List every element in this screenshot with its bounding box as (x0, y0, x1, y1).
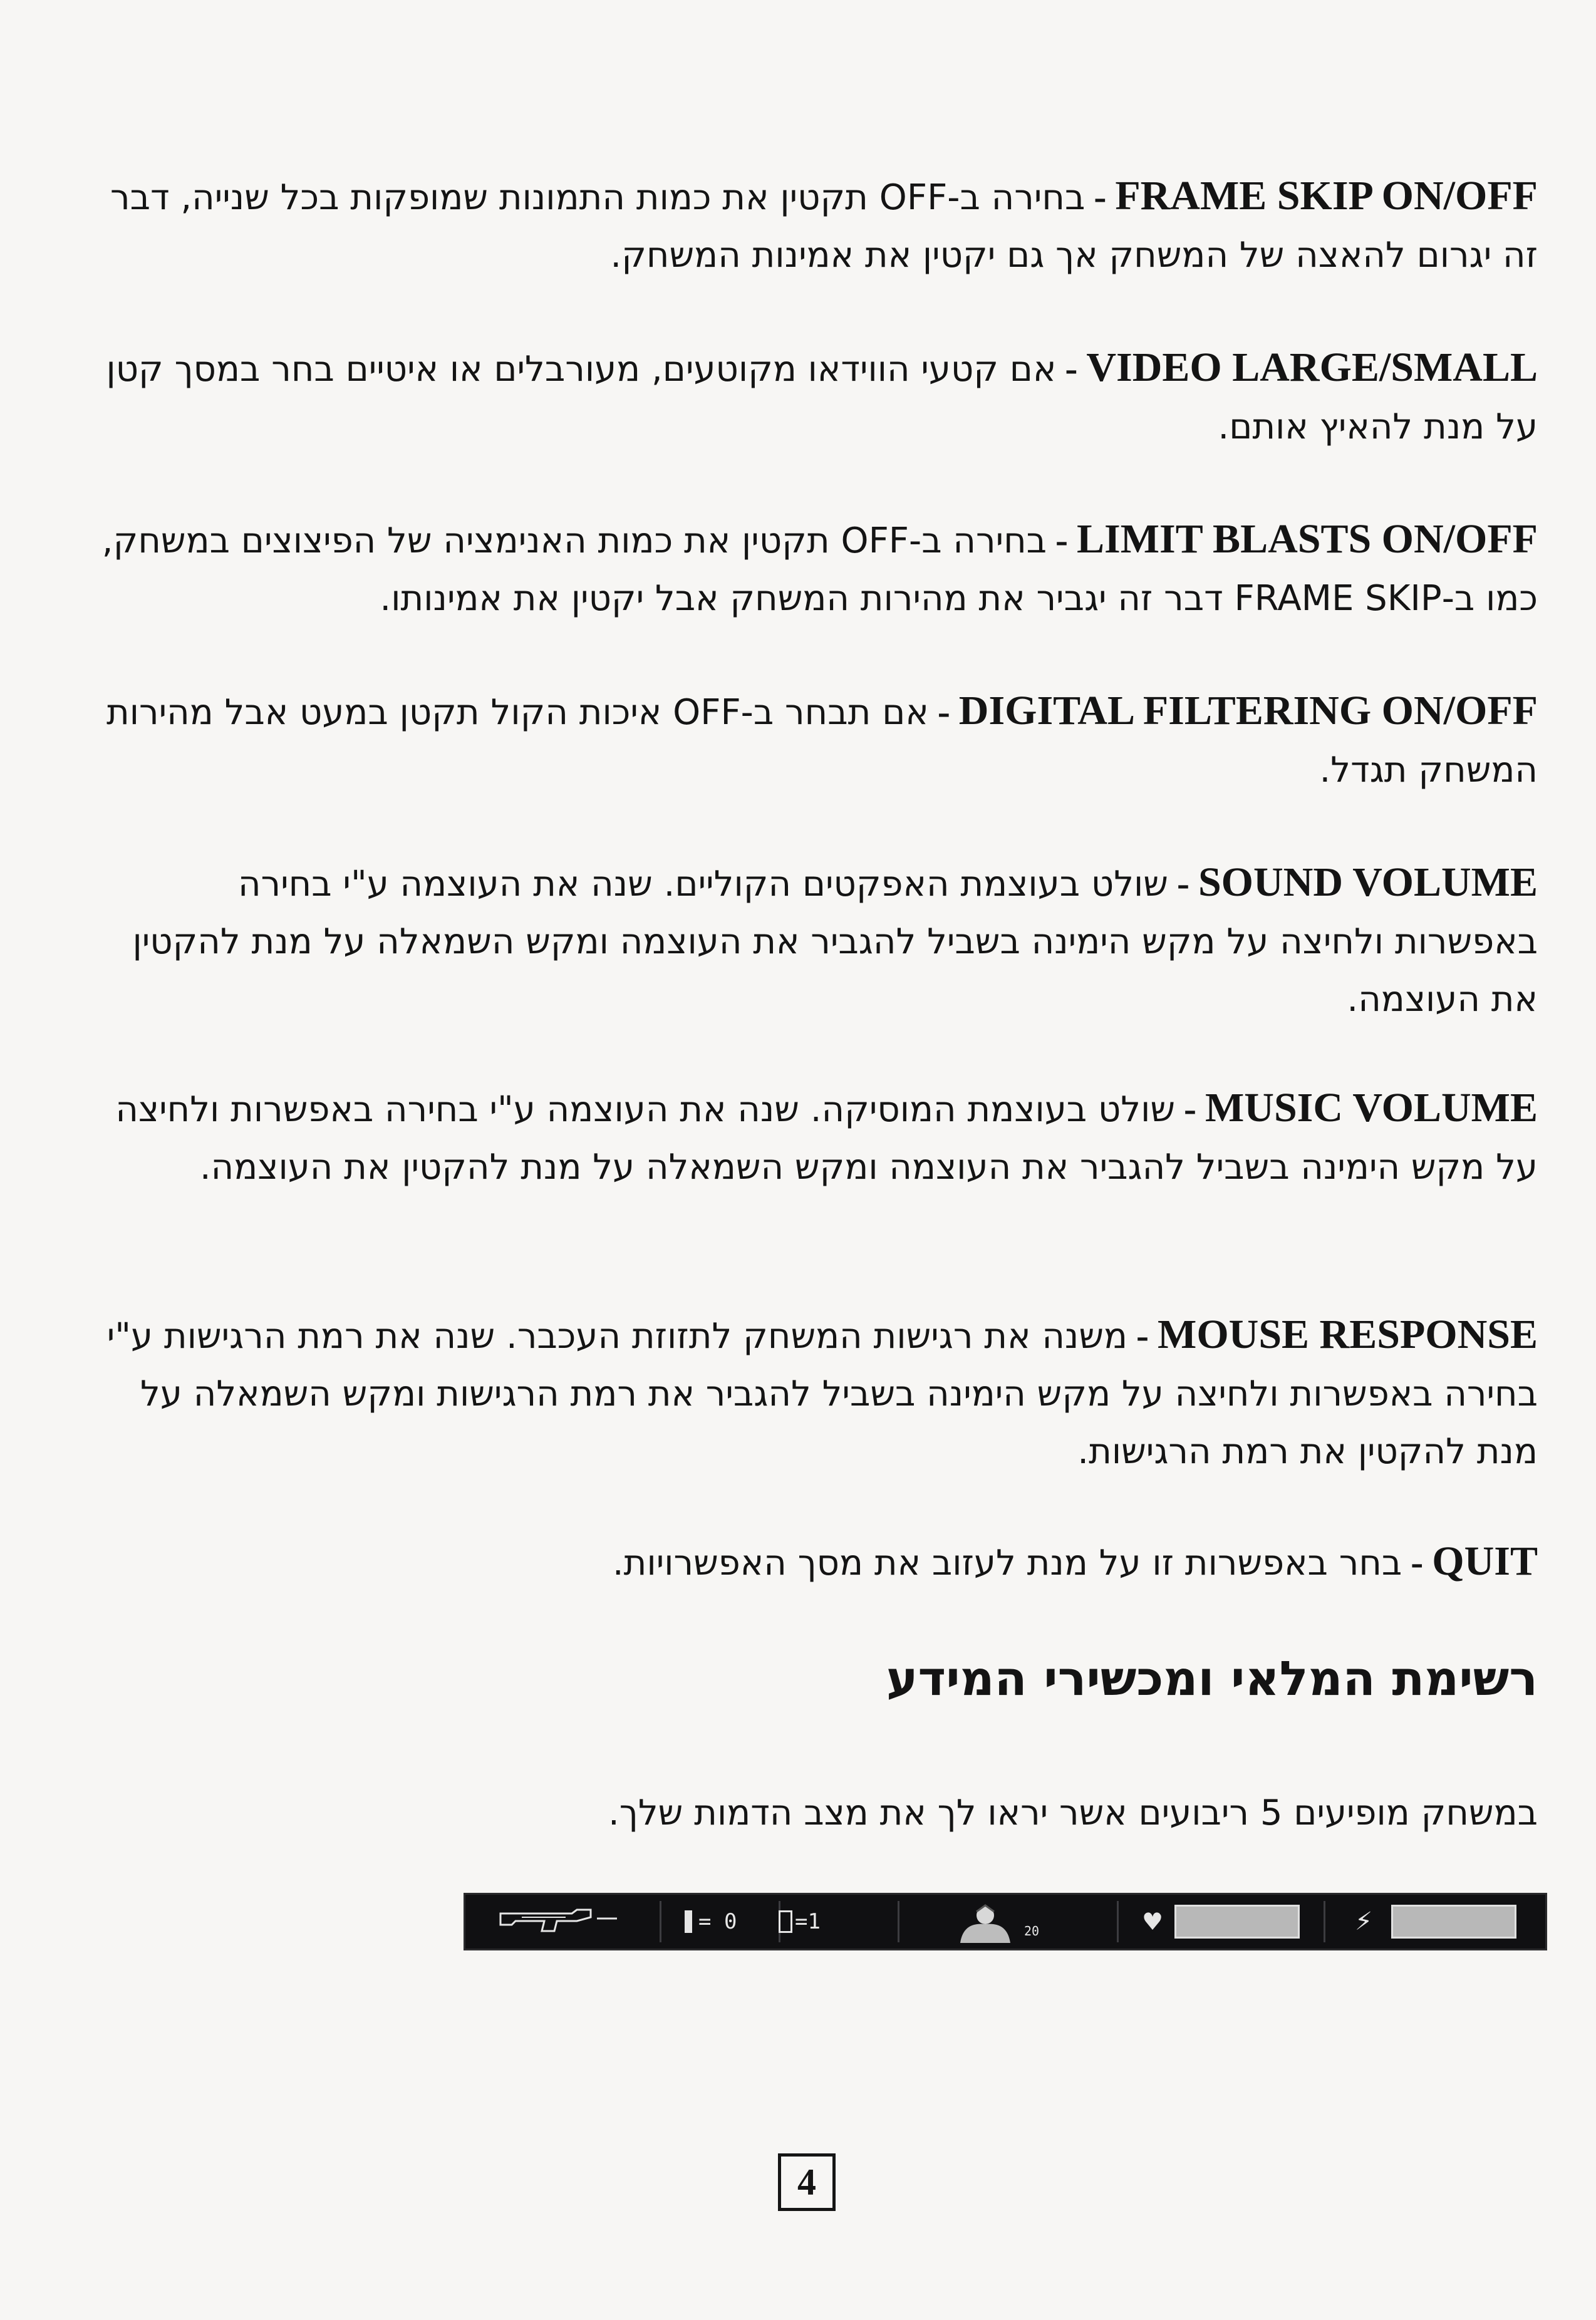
section-intro: במשחק מופיעים 5 ריבועים אשר יראו לך את מצב הדמות שלך. (608, 1793, 1538, 1833)
option-separator: - (1094, 176, 1107, 217)
option-term: QUIT (1432, 1538, 1538, 1584)
option-description: בחר באפשרות זו על מנת לעזוב את מסך האפשרויות. (612, 1543, 1402, 1583)
option-description: משנה את רגישות המשחק לתזוזת העכבר. שנה את רמת הרגישות ע"י בחירה באפשרות ולחיצה על מקש הימינה בשביל להגביר את רמת הרגישות ומקש השמאלה על מנת להקטין את רמת הרגישות. (106, 1316, 1538, 1472)
hud-divider (660, 1901, 661, 1942)
option-term: VIDEO LARGE/SMALL (1086, 344, 1538, 390)
ammo-counter (685, 1895, 766, 1949)
heart-icon: ♥ (1142, 1908, 1164, 1935)
portrait-value: 20 (1024, 1924, 1040, 1939)
character-portrait-icon (948, 1895, 1073, 1949)
option-description: שולט בעוצמת האפקטים הקוליים. שנה את העוצמה ע"י בחירה באפשרות ולחיצה על מקש הימינה בשביל להגביר את העוצמה ומקש השמאלה על מנת להקטין את העוצמה. (132, 864, 1538, 1020)
option-description: שולט בעוצמת המוסיקה. שנה את העוצמה ע"י בחירה באפשרות ולחיצה על מקש הימינה בשביל להגביר את העוצמה ומקש השמאלה על מנת להקטין את העוצמה. (115, 1089, 1538, 1188)
page-number: 4 (778, 2153, 836, 2211)
section-heading: רשימת המלאי ומכשירי המידע (886, 1650, 1538, 1706)
option-term: MOUSE RESPONSE (1158, 1312, 1538, 1357)
option-description: אם קטעי הווידאו מקוטעים, מעורבלים או איטיים בחר במסך קטן על מנת להאיץ אותם. (106, 349, 1538, 447)
option-description: בחירה ב-OFF תקטין את כמות התמונות שמופקות בכל שנייה, דבר זה יגרום להאצה של המשחק אך גם יקטין את אמינות המשחק. (110, 177, 1538, 276)
option-entry-frame-skip (94, 168, 1538, 284)
option-entry-music-volume (94, 1080, 1538, 1196)
option-separator: - (1065, 348, 1078, 389)
power-bar (1391, 1905, 1516, 1939)
battery-icon (779, 1910, 792, 1933)
ammo-value: = 0 (698, 1909, 737, 1934)
option-separator: - (1136, 1315, 1149, 1356)
game-hud-strip (464, 1893, 1547, 1950)
option-term: SOUND VOLUME (1198, 859, 1538, 905)
option-entry-video-size (94, 339, 1538, 455)
option-description: בחירה ב-OFF תקטין את כמות האנימציה של הפיצוצים במשחק, כמו ב-FRAME SKIP דבר זה יגביר את מהירות המשחק אבל יקטין את אמינותו. (101, 520, 1538, 619)
hud-divider (898, 1901, 899, 1942)
hud-divider (1324, 1901, 1325, 1942)
option-term: DIGITAL FILTERING ON/OFF (958, 688, 1538, 733)
lightning-icon: ⚡ (1355, 1907, 1373, 1936)
energy-value: =1 (795, 1909, 821, 1934)
option-entry-limit-blasts (94, 511, 1538, 627)
energy-counter (779, 1895, 835, 1949)
option-term: LIMIT BLASTS ON/OFF (1077, 516, 1538, 562)
option-entry-mouse-response (94, 1307, 1538, 1480)
hud-divider (1117, 1901, 1119, 1942)
option-separator: - (1411, 1541, 1424, 1583)
option-description: אם תבחר ב-OFF איכות הקול תקטן במעט אבל מהירות המשחק תגדל. (106, 692, 1538, 790)
ammo-icon (685, 1910, 692, 1933)
health-bar (1174, 1905, 1300, 1939)
gun-icon (497, 1895, 641, 1949)
option-separator: - (937, 691, 950, 732)
option-separator: - (1184, 1088, 1196, 1129)
option-entry-digital-filtering (94, 683, 1538, 799)
option-term: MUSIC VOLUME (1205, 1085, 1538, 1131)
option-term: FRAME SKIP ON/OFF (1115, 173, 1538, 219)
option-separator: - (1055, 519, 1069, 561)
option-separator: - (1176, 862, 1189, 904)
option-entry-sound-volume (94, 854, 1538, 1028)
option-entry-quit (94, 1533, 1538, 1592)
